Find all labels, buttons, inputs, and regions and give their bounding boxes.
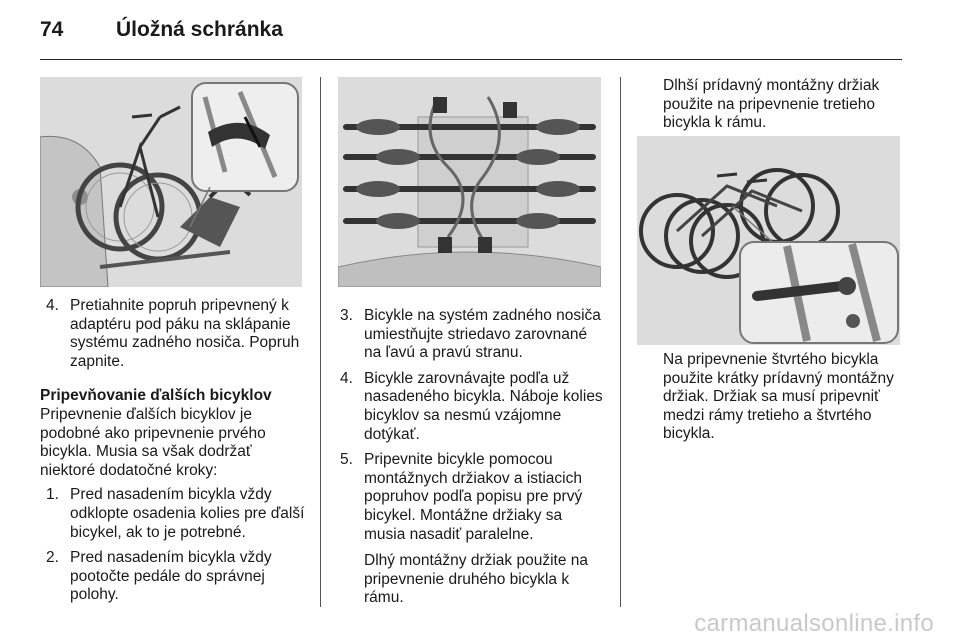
middle-column-text (340, 307, 606, 608)
step-number: 3. (340, 307, 353, 324)
list-item (340, 307, 606, 363)
header-divider (40, 59, 902, 60)
section-intro: Pripevnenie ďalších bicyklov je podobné ako pripevnenie prvého bicykla. Musia sa však dodržať niektoré dodatočné kroky: (40, 405, 266, 479)
right-column-top-text (663, 77, 903, 133)
bike-carrier-strap-drawing (40, 77, 302, 287)
frame-holder-illustration (637, 136, 900, 345)
four-bikes-top-view-drawing (338, 77, 601, 287)
left-column-text (40, 297, 308, 605)
step-number: 4. (340, 369, 353, 387)
column-divider-right (620, 77, 621, 607)
four-bikes-top-view-illustration (338, 77, 601, 287)
step-text: Pred nasadením bicykla vždy pootočte pedále do správnej polohy. (70, 549, 272, 604)
step-note: Dlhý montážny držiak použite na pripevnenie druhého bicykla k rámu. (364, 552, 589, 607)
step-number: 5. (340, 451, 353, 469)
bike-carrier-strap-illustration (40, 77, 302, 287)
step-text: Bicykle zarovnávajte podľa už nasadeného bicykla. Náboje kolies bicyklov sa nesmú vzájomne dotýkať. (364, 369, 603, 443)
page-title: Úložná schránka (116, 18, 283, 41)
list-item (340, 451, 606, 608)
substep-list (46, 486, 308, 605)
step-text: Pripevnite bicykle pomocou montážnych držiakov a istiacich popruhov podľa popisu pre prvý bicykel. Montážne držiaky sa musia nasadiť paralelne. (364, 451, 583, 543)
watermark-brand: carmanualsonline.info (694, 610, 934, 637)
frame-holder-drawing (637, 136, 900, 345)
step-number: 1. (46, 486, 59, 504)
step-text: Pretiahnite popruh pripevnený k adaptéru pod páku na sklápanie systému zadného nosiča. Popruh zapnite. (70, 297, 300, 370)
step-list-middle (340, 307, 606, 608)
list-item (46, 486, 308, 542)
right-column-bottom-text (663, 351, 905, 444)
section-heading: Pripevňovanie ďalších bicyklov (40, 387, 272, 405)
step-text: Pred nasadením bicykla vždy odklopte osadenia kolies pre ďalší bicykel, ak to je potrebné. (70, 486, 305, 541)
step-text: Bicykle na systém zadného nosiča umiestňujte striedavo zarovnané na ľavú a pravú stranu. (364, 307, 601, 362)
list-item (340, 370, 606, 444)
step-number: 2. (46, 549, 59, 567)
list-item (46, 297, 308, 371)
step-number: 4. (46, 297, 59, 314)
column-divider-left (320, 77, 321, 607)
page-number: 74 (40, 18, 64, 41)
paragraph: Na pripevnenie štvrtého bicykla použite krátky prídavný montážny držiak. Držiak sa musí pripevniť medzi rámy tretieho a štvrtého bicykla. (663, 351, 894, 443)
step-list-left (46, 297, 308, 371)
paragraph: Dlhší prídavný montážny držiak použite na pripevnenie tretieho bicykla k rámu. (663, 77, 880, 132)
list-item (46, 549, 308, 605)
page-header (40, 18, 904, 48)
